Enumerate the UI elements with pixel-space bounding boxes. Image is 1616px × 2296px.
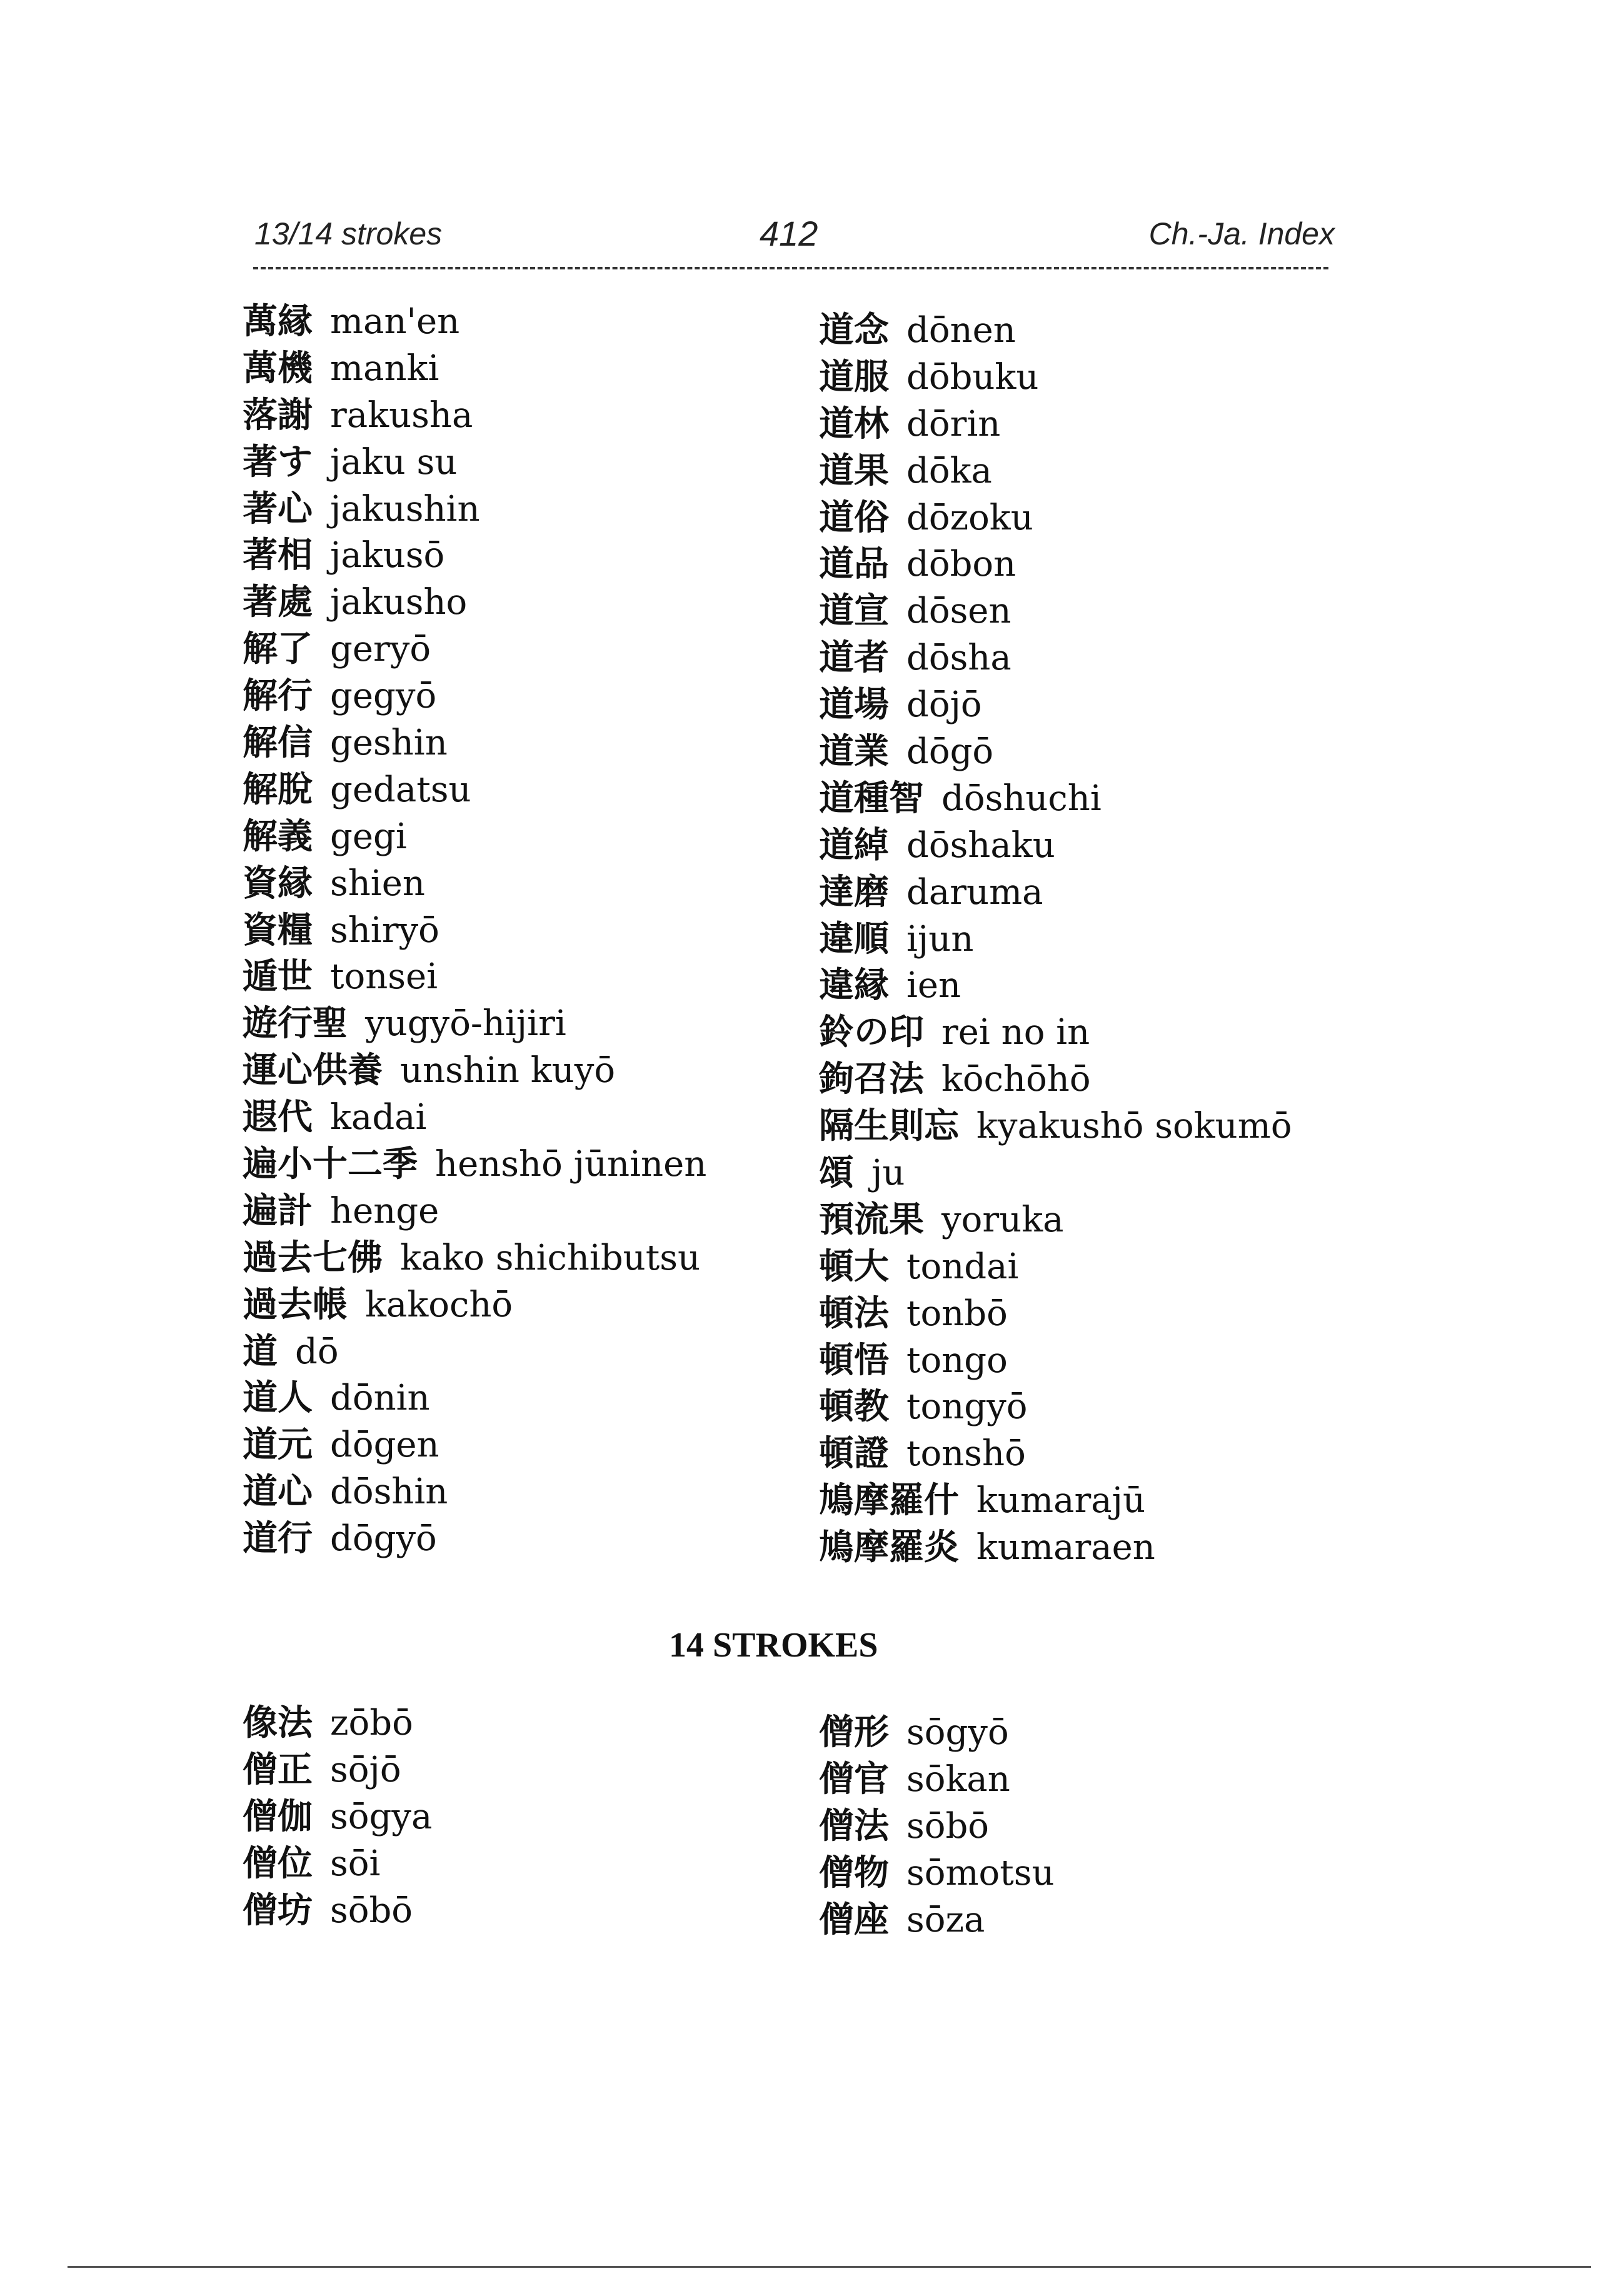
entry-term: 遁世 bbox=[243, 956, 313, 998]
entry-term: 萬機 bbox=[243, 348, 313, 389]
entry-reading: dō bbox=[295, 1331, 339, 1372]
entry-term: 僧位 bbox=[243, 1843, 313, 1884]
index-entry bbox=[243, 1841, 432, 1888]
entry-reading: dōsha bbox=[906, 638, 1011, 679]
entry-reading: yoruka bbox=[941, 1199, 1064, 1240]
index-entry bbox=[243, 1700, 432, 1747]
entry-term: 著心 bbox=[243, 488, 313, 529]
entry-term: 道服 bbox=[819, 356, 889, 398]
index-entry bbox=[243, 1794, 432, 1841]
entry-reading: kyakushō sokumō bbox=[976, 1106, 1292, 1147]
index-entry bbox=[819, 1197, 1292, 1244]
entry-term: 解義 bbox=[243, 816, 313, 857]
entry-reading: shiryō bbox=[330, 910, 439, 951]
entry-term: 道元 bbox=[243, 1425, 313, 1466]
entry-term: 道綽 bbox=[819, 825, 889, 866]
entry-reading: sōi bbox=[330, 1843, 381, 1884]
entry-term: 資縁 bbox=[243, 863, 313, 904]
entry-term: 頓法 bbox=[819, 1293, 889, 1334]
index-entry bbox=[243, 1282, 706, 1329]
entry-reading: kumaraen bbox=[976, 1527, 1155, 1568]
entry-term: 落謝 bbox=[243, 394, 313, 436]
entry-reading: sōbō bbox=[330, 1890, 413, 1931]
entry-reading: tongyō bbox=[906, 1386, 1028, 1428]
entry-reading: yugyō-hijiri bbox=[365, 1003, 566, 1045]
entry-term: 道心 bbox=[243, 1471, 313, 1513]
index-title: Ch.-Ja. Index bbox=[1148, 216, 1335, 251]
entry-term: 頓證 bbox=[819, 1433, 889, 1475]
entry-reading: sōza bbox=[906, 1899, 985, 1940]
entry-term: 像法 bbox=[243, 1703, 313, 1743]
index-entry bbox=[243, 1141, 706, 1188]
entry-reading: dōgen bbox=[330, 1425, 439, 1466]
entry-term: 道宣 bbox=[819, 591, 889, 632]
entry-term: 預流果 bbox=[819, 1199, 924, 1240]
entry-reading: geryō bbox=[330, 629, 431, 670]
entry-term: 道業 bbox=[819, 731, 889, 773]
index-entry bbox=[243, 720, 706, 767]
index-entry bbox=[243, 1888, 432, 1935]
entry-reading: dōsen bbox=[906, 591, 1011, 632]
entry-term: 僧法 bbox=[819, 1805, 889, 1847]
entry-term: 遍小十二季 bbox=[243, 1144, 418, 1185]
index-column-right bbox=[819, 308, 1292, 1572]
entry-term: 僧形 bbox=[819, 1712, 889, 1753]
entry-reading: sōgyō bbox=[906, 1712, 1009, 1753]
index-entry bbox=[819, 1757, 1055, 1803]
index-entry bbox=[819, 1525, 1292, 1572]
index-entry bbox=[243, 1422, 706, 1469]
entry-term: 僧官 bbox=[819, 1758, 889, 1800]
index-entry bbox=[819, 495, 1292, 542]
entry-reading: jakushin bbox=[330, 488, 480, 529]
index-entry bbox=[819, 1710, 1055, 1757]
entry-reading: kumarajū bbox=[976, 1480, 1146, 1521]
index-entry bbox=[243, 1001, 706, 1048]
index-entry bbox=[243, 1095, 706, 1141]
entry-term: 僧物 bbox=[819, 1852, 889, 1893]
entry-reading: henshō jūninen bbox=[435, 1144, 707, 1185]
index-entry bbox=[819, 541, 1292, 588]
index-entry bbox=[819, 729, 1292, 776]
entry-reading: tonshō bbox=[906, 1433, 1026, 1475]
index-entry bbox=[243, 1048, 706, 1095]
entry-reading: dōgyō bbox=[330, 1518, 437, 1560]
index-entry bbox=[243, 1329, 706, 1376]
entry-term: 道俗 bbox=[819, 497, 889, 538]
index-entry bbox=[243, 861, 706, 908]
entry-reading: zōbō bbox=[330, 1703, 413, 1743]
entry-reading: sōkan bbox=[906, 1758, 1010, 1800]
entry-reading: kako shichibutsu bbox=[400, 1237, 701, 1278]
index-entry bbox=[819, 1103, 1292, 1150]
entry-term: 遊行聖 bbox=[243, 1003, 348, 1045]
entry-term: 道人 bbox=[243, 1378, 313, 1419]
index-entry bbox=[819, 1244, 1292, 1291]
entry-reading: dōgō bbox=[906, 731, 994, 773]
entry-term: 萬縁 bbox=[243, 301, 313, 342]
index-entry bbox=[819, 1150, 1292, 1197]
entry-term: 資糧 bbox=[243, 910, 313, 951]
index-column-left bbox=[243, 299, 706, 1563]
index-entry bbox=[819, 354, 1292, 401]
entry-reading: rakusha bbox=[330, 394, 473, 436]
index-entry bbox=[819, 1384, 1292, 1431]
index-entry bbox=[243, 767, 706, 814]
entry-term: 違順 bbox=[819, 918, 889, 960]
section-column-left bbox=[243, 1700, 432, 1934]
index-entry bbox=[243, 954, 706, 1001]
entry-reading: dōnin bbox=[330, 1378, 430, 1419]
index-entry bbox=[819, 401, 1292, 448]
index-entry bbox=[819, 308, 1292, 354]
index-entry bbox=[819, 823, 1292, 870]
entry-term: 道林 bbox=[819, 403, 889, 444]
entry-reading: sōgya bbox=[330, 1796, 433, 1837]
entry-reading: dōka bbox=[906, 450, 992, 491]
entry-term: 頓大 bbox=[819, 1246, 889, 1287]
index-entry bbox=[243, 393, 706, 439]
entry-term: 遐代 bbox=[243, 1097, 313, 1138]
entry-reading: ien bbox=[906, 965, 961, 1006]
index-entry bbox=[819, 1897, 1055, 1944]
index-entry bbox=[243, 1375, 706, 1422]
entry-term: 鳩摩羅炎 bbox=[819, 1527, 959, 1568]
index-entry bbox=[819, 1850, 1055, 1897]
entry-term: 遍計 bbox=[243, 1190, 313, 1231]
entry-reading: rei no in bbox=[941, 1012, 1090, 1053]
entry-reading: ijun bbox=[906, 918, 974, 960]
index-entry bbox=[243, 626, 706, 673]
entry-reading: tonsei bbox=[330, 956, 438, 998]
index-entry bbox=[819, 448, 1292, 495]
entry-term: 著す bbox=[243, 441, 313, 483]
entry-term: 道者 bbox=[819, 638, 889, 679]
index-entry bbox=[243, 673, 706, 720]
entry-reading: gegi bbox=[330, 816, 407, 857]
index-entry bbox=[243, 1747, 432, 1794]
stroke-range-label: 13/14 strokes bbox=[254, 216, 443, 251]
entry-term: 運心供養 bbox=[243, 1050, 383, 1091]
index-entry bbox=[819, 682, 1292, 729]
entry-reading: tonbō bbox=[906, 1293, 1008, 1334]
entry-reading: henge bbox=[330, 1190, 439, 1231]
entry-reading: kakochō bbox=[365, 1284, 513, 1325]
entry-term: 道種智 bbox=[819, 778, 924, 819]
entry-reading: dōbuku bbox=[906, 356, 1039, 398]
section-column-right bbox=[819, 1710, 1055, 1943]
index-entry bbox=[243, 814, 706, 861]
entry-reading: jaku su bbox=[330, 441, 458, 483]
entry-term: 道行 bbox=[243, 1518, 313, 1560]
entry-reading: shien bbox=[330, 863, 425, 904]
index-entry bbox=[243, 486, 706, 533]
entry-term: 道品 bbox=[819, 544, 889, 585]
footer-rule bbox=[68, 2266, 1591, 2268]
entry-term: 解行 bbox=[243, 676, 313, 717]
entry-reading: kōchōhō bbox=[941, 1059, 1091, 1100]
entry-reading: tondai bbox=[906, 1246, 1019, 1287]
entry-term: 道念 bbox=[819, 310, 889, 351]
index-entry bbox=[243, 346, 706, 393]
section-heading: 14 STROKES bbox=[669, 1626, 878, 1665]
entry-reading: sōmotsu bbox=[906, 1852, 1055, 1893]
entry-term: 頓教 bbox=[819, 1386, 889, 1428]
index-entry bbox=[819, 776, 1292, 823]
entry-term: 違縁 bbox=[819, 965, 889, 1006]
entry-reading: gegyō bbox=[330, 676, 437, 717]
entry-reading: dōshuchi bbox=[941, 778, 1102, 819]
entry-term: 鉤召法 bbox=[819, 1059, 924, 1100]
entry-term: 過去七佛 bbox=[243, 1237, 383, 1278]
entry-reading: dōrin bbox=[906, 403, 1001, 444]
index-entry bbox=[819, 1291, 1292, 1338]
entry-reading: manki bbox=[330, 348, 439, 389]
entry-reading: tongo bbox=[906, 1340, 1008, 1381]
header-rule bbox=[253, 267, 1328, 269]
entry-term: 過去帳 bbox=[243, 1284, 348, 1325]
entry-reading: sōbō bbox=[906, 1805, 990, 1847]
index-entry bbox=[243, 908, 706, 955]
index-entry bbox=[243, 1469, 706, 1516]
entry-term: 鈴の印 bbox=[819, 1012, 924, 1053]
entry-term: 著處 bbox=[243, 582, 313, 623]
index-entry bbox=[819, 916, 1292, 963]
entry-reading: gedatsu bbox=[330, 769, 471, 810]
index-entry bbox=[819, 963, 1292, 1010]
index-entry bbox=[243, 439, 706, 486]
index-entry bbox=[819, 1803, 1055, 1850]
index-entry bbox=[819, 870, 1292, 916]
entry-reading: man'en bbox=[330, 301, 460, 342]
index-entry bbox=[819, 1010, 1292, 1056]
entry-reading: dōzoku bbox=[906, 497, 1033, 538]
entry-term: 隔生則忘 bbox=[819, 1106, 959, 1147]
entry-reading: jakusho bbox=[330, 582, 468, 623]
index-entry bbox=[243, 579, 706, 626]
page-header bbox=[247, 216, 1335, 272]
index-entry bbox=[819, 1338, 1292, 1385]
entry-reading: dōnen bbox=[906, 310, 1016, 351]
entry-term: 解脫 bbox=[243, 769, 313, 810]
entry-term: 達磨 bbox=[819, 871, 889, 913]
index-entry bbox=[243, 1188, 706, 1235]
entry-term: 著相 bbox=[243, 535, 313, 576]
entry-term: 僧伽 bbox=[243, 1796, 313, 1837]
entry-term: 僧座 bbox=[819, 1899, 889, 1940]
page-number: 412 bbox=[760, 214, 818, 253]
entry-reading: dōbon bbox=[906, 544, 1016, 585]
index-entry bbox=[243, 1516, 706, 1563]
entry-term: 頌 bbox=[819, 1153, 854, 1194]
index-entry bbox=[819, 1478, 1292, 1525]
entry-term: 僧正 bbox=[243, 1749, 313, 1790]
index-entry bbox=[243, 533, 706, 579]
entry-term: 鳩摩羅什 bbox=[819, 1480, 959, 1521]
index-entry bbox=[819, 635, 1292, 682]
entry-reading: dōshin bbox=[330, 1471, 448, 1513]
entry-reading: unshin kuyō bbox=[400, 1050, 616, 1091]
entry-term: 解信 bbox=[243, 723, 313, 764]
entry-term: 僧坊 bbox=[243, 1890, 313, 1931]
entry-reading: dōjō bbox=[906, 684, 982, 726]
entry-term: 頓悟 bbox=[819, 1340, 889, 1381]
entry-term: 解了 bbox=[243, 629, 313, 670]
index-entry bbox=[243, 299, 706, 346]
entry-term: 道果 bbox=[819, 450, 889, 491]
entry-term: 道 bbox=[243, 1331, 278, 1372]
index-entry bbox=[819, 1056, 1292, 1103]
entry-reading: ju bbox=[871, 1153, 905, 1194]
entry-reading: daruma bbox=[906, 871, 1043, 913]
entry-reading: dōshaku bbox=[906, 825, 1055, 866]
entry-reading: sōjō bbox=[330, 1749, 401, 1790]
entry-reading: jakusō bbox=[330, 535, 445, 576]
entry-reading: kadai bbox=[330, 1097, 427, 1138]
index-entry bbox=[819, 1431, 1292, 1478]
index-entry bbox=[819, 588, 1292, 635]
entry-reading: geshin bbox=[330, 723, 448, 764]
index-entry bbox=[243, 1235, 706, 1282]
entry-term: 道場 bbox=[819, 684, 889, 726]
